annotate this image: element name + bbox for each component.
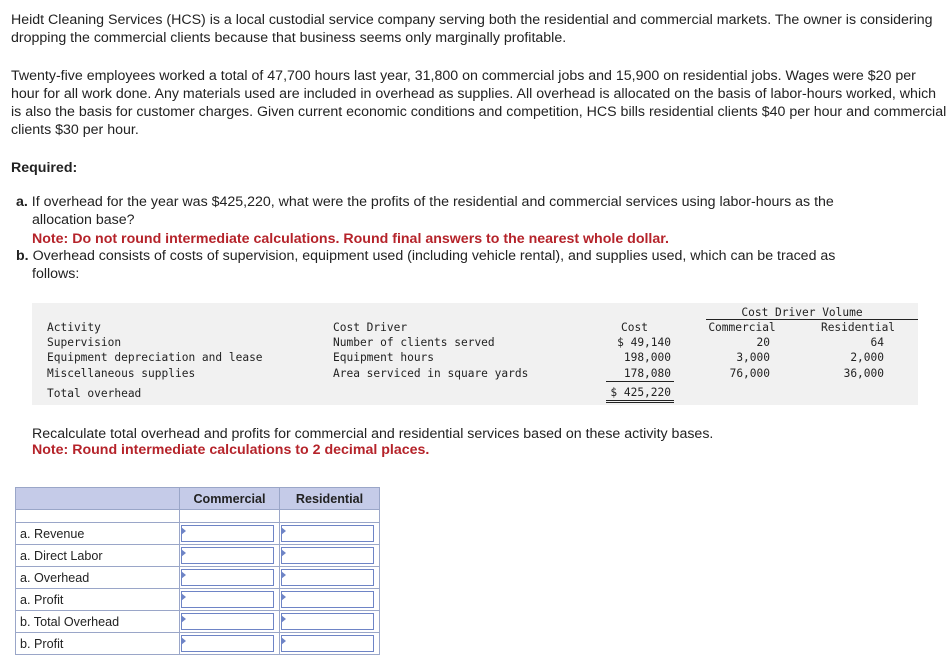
row-activity: Miscellaneous supplies <box>47 367 196 380</box>
answer-row-label: a. Revenue <box>16 523 180 545</box>
cost-subtotal-line <box>606 381 674 382</box>
overhead-commercial-input[interactable] <box>181 569 274 586</box>
part-b-line1: Overhead consists of costs of supervision, equipment used (including vehicle rental), and supplies used, which can be traced as <box>32 248 836 264</box>
input-marker-icon <box>181 571 186 579</box>
total-overhead-commercial-input[interactable] <box>181 613 274 630</box>
part-a-line2: allocation base? <box>32 212 135 228</box>
profit-b-residential-input[interactable] <box>281 635 374 652</box>
overhead-residential-input[interactable] <box>281 569 374 586</box>
intro-paragraph-1: Heidt Cleaning Services (HCS) is a local custodial service company serving both the residential and commercial markets. The owner is considering dropping the commercial clients because that business seems only marginally profitable. <box>11 12 933 46</box>
row-commercial-volume: 20 <box>756 336 770 349</box>
intro-paragraph-2: Twenty-five employees worked a total of 47,700 hours last year, 31,800 on commercial jobs and 15,900 on residential jobs. Wages were $20 per hour for all work done. Any materials used are included in overhead as supplies. All overhead is allocated on the basis of labor-hours worked, which is also the basis for customer charges. Given current economic conditions and competition, HCS bills residential clients $40 per hour and commercial clients $30 per hour. <box>11 68 947 138</box>
input-marker-icon <box>281 549 286 557</box>
answer-row-revenue <box>16 523 380 545</box>
total-double-underline-2 <box>606 402 674 403</box>
answer-row-direct-labor <box>16 545 380 567</box>
row-cost: 198,000 <box>623 351 671 364</box>
profit-a-commercial-input[interactable] <box>181 591 274 608</box>
header-cost-driver: Cost Driver <box>333 321 408 334</box>
row-driver: Area serviced in square yards <box>333 367 529 380</box>
part-a-note: Note: Do not round intermediate calculations. Round final answers to the nearest whole dollar. <box>32 231 669 247</box>
answer-header-blank <box>16 488 180 510</box>
answer-row-profit-b <box>16 633 380 655</box>
total-overhead-residential-input[interactable] <box>281 613 374 630</box>
answer-cell <box>280 545 380 567</box>
part-b-note: Note: Round intermediate calculations to 2 decimal places. <box>32 442 430 458</box>
row-residential-volume: 2,000 <box>850 351 884 364</box>
row-residential-volume: 36,000 <box>843 367 884 380</box>
part-a-question <box>16 193 936 229</box>
answer-cell <box>180 567 280 589</box>
answer-cell <box>180 633 280 655</box>
row-residential-volume: 64 <box>870 336 884 349</box>
input-marker-icon <box>181 637 186 645</box>
input-marker-icon <box>281 593 286 601</box>
answer-spacer-row <box>16 510 380 523</box>
row-activity: Equipment depreciation and lease <box>47 351 263 364</box>
direct-labor-residential-input[interactable] <box>281 547 374 564</box>
answer-row-label: a. Overhead <box>16 567 180 589</box>
header-activity: Activity <box>47 321 101 334</box>
part-a-label: a. <box>16 194 28 210</box>
header-commercial: Commercial <box>708 321 776 334</box>
total-double-underline-1 <box>606 400 674 401</box>
answer-cell <box>280 633 380 655</box>
answer-row-total-overhead <box>16 611 380 633</box>
direct-labor-commercial-input[interactable] <box>181 547 274 564</box>
input-marker-icon <box>181 615 186 623</box>
answer-row-profit-a <box>16 589 380 611</box>
row-commercial-volume: 76,000 <box>729 367 770 380</box>
header-residential: Residential <box>820 321 896 334</box>
answer-cell <box>180 545 280 567</box>
row-cost: 178,080 <box>623 367 671 380</box>
part-b-question <box>16 247 936 283</box>
revenue-residential-input[interactable] <box>281 525 374 542</box>
required-heading: Required: <box>11 160 78 176</box>
answer-cell <box>180 589 280 611</box>
answer-cell <box>280 611 380 633</box>
answer-header-commercial: Commercial <box>180 488 280 510</box>
input-marker-icon <box>281 571 286 579</box>
row-cost: $ 49,140 <box>617 336 671 349</box>
part-b-line2: follows: <box>32 266 80 282</box>
header-cost: Cost <box>621 321 648 334</box>
part-b-label: b. <box>16 248 29 264</box>
revenue-commercial-input[interactable] <box>181 525 274 542</box>
row-commercial-volume: 3,000 <box>736 351 770 364</box>
answer-cell <box>280 523 380 545</box>
activity-cost-table <box>32 303 918 405</box>
input-marker-icon <box>181 527 186 535</box>
cost-driver-volume-header: Cost Driver Volume <box>741 306 863 319</box>
profit-a-residential-input[interactable] <box>281 591 374 608</box>
answer-cell <box>280 567 380 589</box>
answer-cell <box>180 611 280 633</box>
answer-header-residential: Residential <box>280 488 380 510</box>
row-driver: Equipment hours <box>333 351 435 364</box>
answer-row-overhead <box>16 567 380 589</box>
answer-cell <box>180 523 280 545</box>
input-marker-icon <box>181 549 186 557</box>
input-marker-icon <box>281 615 286 623</box>
answer-row-label: b. Total Overhead <box>16 611 180 633</box>
total-overhead-label: Total overhead <box>47 387 142 400</box>
recalculate-instruction: Recalculate total overhead and profits for commercial and residential services based on these activity bases. <box>32 426 714 442</box>
answer-table <box>15 487 380 655</box>
row-driver: Number of clients served <box>333 336 495 349</box>
answer-row-label: b. Profit <box>16 633 180 655</box>
row-activity: Supervision <box>47 336 122 349</box>
input-marker-icon <box>281 637 286 645</box>
input-marker-icon <box>181 593 186 601</box>
answer-row-label: a. Profit <box>16 589 180 611</box>
answer-cell <box>280 589 380 611</box>
answer-row-label: a. Direct Labor <box>16 545 180 567</box>
total-overhead-cost: $ 425,220 <box>610 386 671 399</box>
profit-b-commercial-input[interactable] <box>181 635 274 652</box>
input-marker-icon <box>281 527 286 535</box>
part-a-line1: If overhead for the year was $425,220, what were the profits of the residential and commercial services using labor-hours as the <box>31 194 834 210</box>
